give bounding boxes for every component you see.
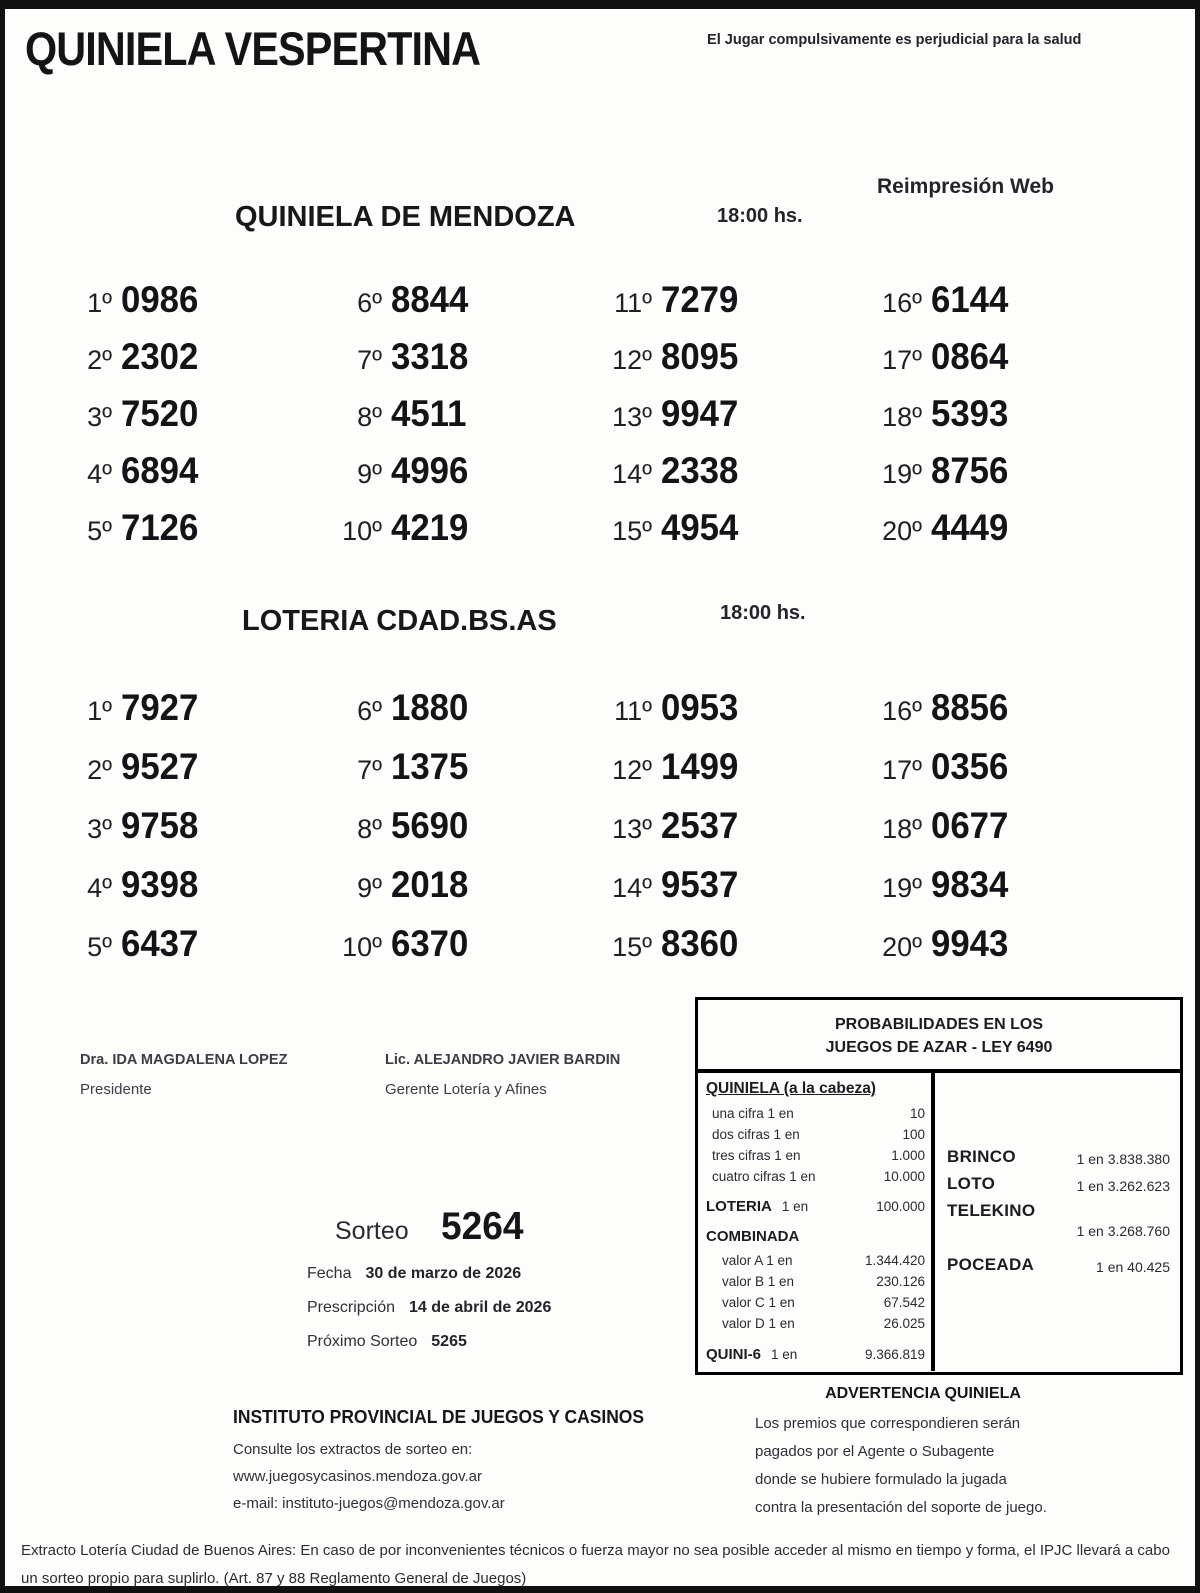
result-cell — [320, 805, 590, 864]
result-cell — [860, 805, 1130, 864]
combinada-prob-row-value: 1.344.420 — [864, 1253, 925, 1268]
result-position: 16º — [882, 288, 922, 318]
result-position: 17º — [882, 755, 922, 785]
result-position: 10º — [342, 932, 382, 962]
result-position: 9º — [357, 873, 382, 903]
result-position: 8º — [357, 814, 382, 844]
signature-president-title: Presidente — [80, 1081, 152, 1098]
result-position: 12º — [612, 755, 652, 785]
quiniela-prob-row-value: 10 — [909, 1106, 925, 1121]
quini6-mid: 1 en — [771, 1347, 798, 1362]
result-cell — [860, 687, 1130, 746]
result-position: 16º — [882, 696, 922, 726]
combinada-prob-row-label: valor D 1 en — [722, 1316, 795, 1331]
results-grid-mendoza — [50, 279, 1170, 564]
result-number: 4511 — [391, 393, 467, 434]
result-cell — [50, 687, 320, 746]
game-name: POCEADA — [947, 1255, 1035, 1274]
signature-manager-name: Lic. ALEJANDRO JAVIER BARDIN — [385, 1051, 621, 1068]
result-position: 7º — [357, 345, 382, 375]
combinada-prob-row-value: 230.126 — [876, 1274, 925, 1289]
result-number: 8856 — [931, 687, 1009, 728]
result-number: 4449 — [931, 507, 1009, 548]
result-position: 2º — [87, 755, 112, 785]
result-cell — [860, 450, 1130, 507]
result-number: 3318 — [391, 336, 469, 377]
section-time-mendoza: 18:00 hs. — [717, 205, 803, 227]
quiniela-prob-row — [706, 1124, 925, 1145]
loteria-mid: 1 en — [781, 1199, 809, 1214]
combinada-prob-row-label: valor B 1 en — [722, 1274, 795, 1289]
section-time-bsas: 18:00 hs. — [720, 602, 806, 624]
result-number: 2338 — [661, 450, 739, 491]
result-number: 5393 — [931, 393, 1009, 434]
results-column — [320, 687, 590, 982]
quiniela-prob-row-value: 10.000 — [883, 1169, 925, 1184]
combinada-prob-row-label: valor C 1 en — [722, 1295, 795, 1310]
section-title-mendoza: QUINIELA DE MENDOZA — [235, 201, 576, 233]
result-cell — [50, 923, 320, 982]
quiniela-prob-row — [706, 1166, 925, 1187]
result-position: 11º — [614, 696, 652, 726]
result-position: 7º — [357, 755, 382, 785]
result-number: 2302 — [121, 336, 199, 377]
result-position: 17º — [882, 345, 922, 375]
result-cell — [860, 507, 1130, 564]
result-number: 6144 — [931, 279, 1009, 320]
result-position: 6º — [357, 696, 382, 726]
quiniela-prob-row — [706, 1103, 925, 1124]
quiniela-prob-row-label: cuatro cifras 1 en — [712, 1169, 816, 1184]
quini6-label: QUINI-6 — [706, 1346, 762, 1363]
result-number: 4219 — [391, 507, 469, 548]
result-position: 2º — [87, 345, 112, 375]
quiniela-prob-row — [706, 1145, 925, 1166]
sorteo-info-label: Fecha — [307, 1265, 352, 1282]
reimpresion-web-label: Reimpresión Web — [877, 175, 1054, 198]
result-position: 13º — [612, 814, 652, 844]
sorteo-info-row — [307, 1291, 551, 1325]
loteria-prob-row — [706, 1196, 925, 1218]
sorteo-info-row — [307, 1257, 551, 1291]
result-cell — [860, 746, 1130, 805]
page-title: QUINIELA VESPERTINA — [25, 22, 481, 75]
sorteo-info-label: Próximo Sorteo — [307, 1333, 418, 1350]
instituto-email: e-mail: instituto-juegos@mendoza.gov.ar — [233, 1495, 505, 1512]
game-prob-row — [947, 1201, 1170, 1239]
result-position: 15º — [612, 932, 652, 962]
result-cell — [590, 336, 860, 393]
game-value: 1 en 3.268.760 — [1076, 1223, 1170, 1239]
sorteo-label: Sorteo — [335, 1217, 409, 1245]
combinada-prob-row — [706, 1271, 925, 1292]
results-column — [50, 687, 320, 982]
result-cell — [860, 864, 1130, 923]
result-position: 15º — [612, 516, 652, 546]
probabilities-left-column — [698, 1073, 935, 1371]
result-cell — [590, 450, 860, 507]
quiniela-prob-rows — [706, 1103, 925, 1187]
results-grid-bsas — [50, 687, 1170, 982]
result-position: 20º — [882, 932, 922, 962]
result-position: 1º — [87, 696, 112, 726]
result-cell — [320, 450, 590, 507]
result-number: 6437 — [121, 923, 199, 964]
result-number: 4996 — [391, 450, 469, 491]
result-number: 1375 — [391, 746, 469, 787]
result-number: 7126 — [121, 507, 199, 548]
result-cell — [320, 746, 590, 805]
result-cell — [320, 507, 590, 564]
result-position: 18º — [882, 814, 922, 844]
loteria-value: 100.000 — [876, 1199, 925, 1214]
quiniela-prob-header: QUINIELA (a la cabeza) — [706, 1080, 876, 1097]
combinada-prob-rows — [706, 1250, 925, 1334]
combinada-prob-row-value: 67.542 — [883, 1295, 925, 1310]
result-cell — [50, 746, 320, 805]
result-cell — [320, 393, 590, 450]
quiniela-prob-row-label: dos cifras 1 en — [712, 1127, 800, 1142]
result-cell — [860, 393, 1130, 450]
result-number: 9527 — [121, 746, 199, 787]
result-position: 1º — [87, 288, 112, 318]
result-number: 9943 — [931, 923, 1009, 964]
result-cell — [320, 864, 590, 923]
advertencia-line: pagados por el Agente o Subagente — [755, 1443, 995, 1460]
result-cell — [50, 279, 320, 336]
game-value: 1 en 3.838.380 — [1076, 1151, 1170, 1167]
signature-manager-title: Gerente Lotería y Afines — [385, 1081, 547, 1098]
result-position: 19º — [882, 459, 922, 489]
sorteo-info-value: 30 de marzo de 2026 — [365, 1265, 522, 1282]
result-number: 2537 — [661, 805, 739, 846]
advertencia-line: contra la presentación del soporte de juego. — [755, 1499, 1047, 1516]
result-position: 12º — [612, 345, 652, 375]
result-cell — [50, 450, 320, 507]
result-position: 4º — [87, 459, 112, 489]
probabilities-box — [695, 997, 1183, 1375]
probabilities-title-line1: PROBABILIDADES EN LOS — [834, 1016, 1043, 1033]
result-number: 9947 — [661, 393, 739, 434]
result-number: 0677 — [931, 805, 1009, 846]
advertencia-line: donde se hubiere formulado la jugada — [755, 1471, 1007, 1488]
quiniela-prob-row-label: una cifra 1 en — [712, 1106, 794, 1121]
result-position: 8º — [357, 402, 382, 432]
quiniela-prob-row-value: 1.000 — [891, 1148, 925, 1163]
quiniela-prob-row-label: tres cifras 1 en — [712, 1148, 801, 1163]
result-cell — [860, 923, 1130, 982]
game-prob-row — [947, 1147, 1170, 1167]
game-name: BRINCO — [947, 1147, 1016, 1166]
probabilities-body — [698, 1073, 1180, 1371]
result-cell — [590, 393, 860, 450]
game-name: LOTO — [947, 1174, 996, 1193]
game-name: TELEKINO — [947, 1201, 1036, 1220]
result-cell — [50, 507, 320, 564]
result-number: 8756 — [931, 450, 1009, 491]
advertencia-lines — [743, 1410, 1103, 1522]
result-number: 1880 — [391, 687, 469, 728]
result-position: 4º — [87, 873, 112, 903]
result-number: 4954 — [661, 507, 739, 548]
result-cell — [860, 279, 1130, 336]
result-position: 5º — [87, 932, 112, 962]
instituto-title: INSTITUTO PROVINCIAL DE JUEGOS Y CASINOS — [233, 1407, 645, 1427]
result-cell — [860, 336, 1130, 393]
result-number: 9758 — [121, 805, 199, 846]
result-cell — [590, 864, 860, 923]
result-number: 9398 — [121, 864, 199, 905]
advertencia-block — [743, 1385, 1103, 1522]
results-column — [860, 687, 1130, 982]
result-cell — [590, 687, 860, 746]
instituto-consulte-line: Consulte los extractos de sorteo en: — [233, 1441, 473, 1458]
result-position: 18º — [882, 402, 922, 432]
combinada-prob-row — [706, 1250, 925, 1271]
game-prob-row — [947, 1174, 1170, 1194]
result-number: 9834 — [931, 864, 1009, 905]
game-value: 1 en 40.425 — [1096, 1259, 1170, 1275]
result-position: 9º — [357, 459, 382, 489]
result-cell — [590, 805, 860, 864]
probabilities-title — [698, 1000, 1180, 1073]
results-column — [590, 687, 860, 982]
result-position: 19º — [882, 873, 922, 903]
results-column — [590, 279, 860, 564]
result-cell — [590, 507, 860, 564]
result-position: 5º — [87, 516, 112, 546]
result-number: 0356 — [931, 746, 1009, 787]
results-column — [50, 279, 320, 564]
result-number: 5690 — [391, 805, 469, 846]
probabilities-right-column — [935, 1073, 1180, 1371]
quini6-value: 9.366.819 — [864, 1347, 925, 1362]
result-position: 11º — [614, 288, 652, 318]
result-number: 2018 — [391, 864, 469, 905]
result-cell — [50, 393, 320, 450]
combinada-header: COMBINADA — [706, 1228, 800, 1245]
result-cell — [320, 279, 590, 336]
result-number: 7520 — [121, 393, 199, 434]
result-number: 8095 — [661, 336, 739, 377]
sorteo-info-label: Prescripción — [307, 1299, 396, 1316]
game-value: 1 en 3.262.623 — [1076, 1178, 1170, 1194]
result-position: 20º — [882, 516, 922, 546]
results-column — [860, 279, 1130, 564]
result-position: 14º — [612, 459, 652, 489]
quini6-prob-row — [706, 1344, 925, 1366]
result-number: 7927 — [121, 687, 199, 728]
result-cell — [590, 923, 860, 982]
result-number: 6370 — [391, 923, 469, 964]
result-position: 14º — [612, 873, 652, 903]
result-number: 7279 — [661, 279, 739, 320]
sorteo-header — [335, 1205, 527, 1249]
signature-president-name: Dra. IDA MAGDALENA LOPEZ — [80, 1051, 288, 1068]
combinada-prob-row — [706, 1292, 925, 1313]
result-number: 1499 — [661, 746, 739, 787]
sorteo-info-value: 14 de abril de 2026 — [409, 1299, 552, 1316]
combinada-prob-row — [706, 1313, 925, 1334]
result-position: 13º — [612, 402, 652, 432]
health-warning-text: El Jugar compulsivamente es perjudicial para la salud — [707, 31, 1082, 48]
result-cell — [320, 336, 590, 393]
result-number: 0986 — [121, 279, 199, 320]
result-position: 6º — [357, 288, 382, 318]
game-prob-row — [947, 1255, 1170, 1275]
results-column — [320, 279, 590, 564]
sorteo-info-value: 5265 — [431, 1333, 467, 1350]
advertencia-title: ADVERTENCIA QUINIELA — [825, 1385, 1021, 1402]
result-cell — [320, 687, 590, 746]
sorteo-number: 5264 — [440, 1205, 524, 1248]
footer-legal-text: Extracto Lotería Ciudad de Buenos Aires: En caso de por inconvenientes técnicos o fuerza mayor no sea posible acceder al mismo en tiempo y forma, el IPJC llevará a cabo un sorteo propio para suplirlo. (Art. 87 y 88 Reglamento General de Juegos) — [21, 1542, 1170, 1587]
combinada-prob-row-label: valor A 1 en — [722, 1253, 793, 1268]
result-number: 8360 — [661, 923, 739, 964]
result-number: 0864 — [931, 336, 1009, 377]
instituto-block — [233, 1407, 657, 1517]
advertencia-line: Los premios que correspondieren serán — [755, 1415, 1021, 1432]
result-cell — [50, 336, 320, 393]
result-cell — [320, 923, 590, 982]
result-number: 0953 — [661, 687, 739, 728]
combinada-prob-row-value: 26.025 — [883, 1316, 925, 1331]
result-cell — [50, 864, 320, 923]
result-position: 3º — [87, 814, 112, 844]
result-number: 6894 — [121, 450, 199, 491]
result-cell — [590, 746, 860, 805]
sorteo-info — [307, 1257, 551, 1359]
loteria-label: LOTERIA — [706, 1198, 772, 1215]
quiniela-prob-row-value: 100 — [902, 1127, 925, 1142]
result-number: 9537 — [661, 864, 739, 905]
result-cell — [590, 279, 860, 336]
result-number: 8844 — [391, 279, 469, 320]
result-position: 3º — [87, 402, 112, 432]
result-cell — [50, 805, 320, 864]
probabilities-title-line2: JUEGOS DE AZAR - LEY 6490 — [825, 1039, 1053, 1057]
sorteo-info-row — [307, 1325, 551, 1359]
section-title-bsas: LOTERIA CDAD.BS.AS — [242, 605, 557, 637]
result-position: 10º — [342, 516, 382, 546]
instituto-website: www.juegosycasinos.mendoza.gov.ar — [233, 1468, 483, 1485]
